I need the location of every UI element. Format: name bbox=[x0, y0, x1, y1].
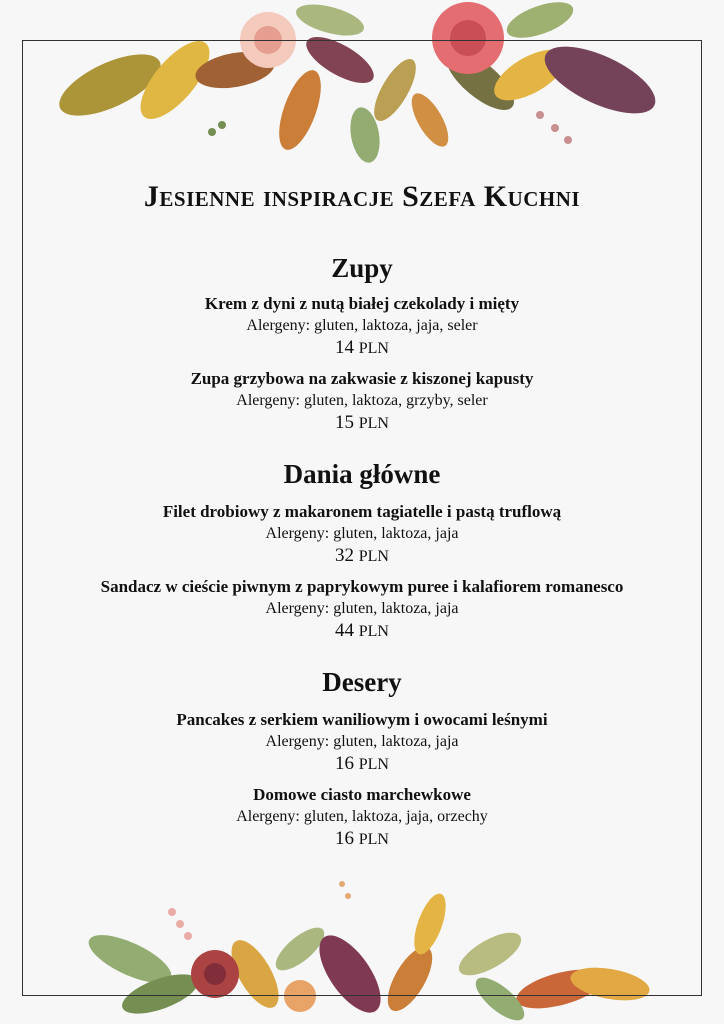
section-title: Zupy bbox=[331, 253, 393, 283]
dish-allergens: Alergeny: gluten, laktoza, jaja bbox=[265, 600, 459, 617]
dish-allergens: Alergeny: gluten, laktoza, jaja, orzechy bbox=[236, 808, 488, 825]
dish-name: Zupa grzybowa na zakwasie z kiszonej kapusty bbox=[190, 369, 534, 388]
price-currency: PLN bbox=[358, 415, 389, 432]
price-value: 16 bbox=[335, 828, 354, 849]
dish-name: Pancakes z serkiem waniliowym i owocami leśnymi bbox=[176, 710, 548, 729]
dish bbox=[22, 575, 702, 644]
price-value: 14 bbox=[335, 337, 354, 358]
price-currency: PLN bbox=[358, 340, 389, 357]
dish-name: Sandacz w cieście piwnym z paprykowym puree i kalafiorem romanesco bbox=[100, 577, 624, 596]
price-value: 32 bbox=[335, 545, 354, 566]
dish-allergens: Alergeny: gluten, laktoza, grzyby, seler bbox=[236, 392, 488, 409]
dish-allergens: Alergeny: gluten, laktoza, jaja bbox=[265, 525, 459, 542]
dish bbox=[22, 708, 702, 777]
price-value: 16 bbox=[335, 753, 354, 774]
dish-name: Krem z dyni z nutą białej czekolady i mięty bbox=[204, 294, 520, 313]
menu-title: Jesienne inspiracje Szefa Kuchni bbox=[143, 180, 581, 213]
section-dania-glowne bbox=[22, 456, 702, 644]
dish bbox=[22, 292, 702, 361]
dish bbox=[22, 783, 702, 852]
price-currency: PLN bbox=[358, 831, 389, 848]
price-value: 44 bbox=[335, 620, 354, 641]
dish-name: Domowe ciasto marchewkowe bbox=[253, 785, 471, 804]
price-currency: PLN bbox=[358, 756, 389, 773]
section-desery bbox=[22, 664, 702, 852]
section-title: Dania główne bbox=[283, 459, 441, 489]
dish bbox=[22, 500, 702, 569]
price-value: 15 bbox=[335, 412, 354, 433]
dish-price bbox=[22, 827, 702, 852]
dish-name: Filet drobiowy z makaronem tagiatelle i pastą truflową bbox=[162, 502, 562, 521]
price-currency: PLN bbox=[358, 623, 389, 640]
dish-allergens: Alergeny: gluten, laktoza, jaja bbox=[265, 733, 459, 750]
dish-price bbox=[22, 544, 702, 569]
dish-allergens: Alergeny: gluten, laktoza, jaja, seler bbox=[246, 317, 478, 334]
section-title: Desery bbox=[322, 667, 402, 697]
dish bbox=[22, 367, 702, 436]
price-currency: PLN bbox=[358, 548, 389, 565]
dish-price bbox=[22, 411, 702, 436]
section-zupy bbox=[22, 250, 702, 436]
dish-price bbox=[22, 336, 702, 361]
dish-price bbox=[22, 752, 702, 777]
dish-price bbox=[22, 619, 702, 644]
